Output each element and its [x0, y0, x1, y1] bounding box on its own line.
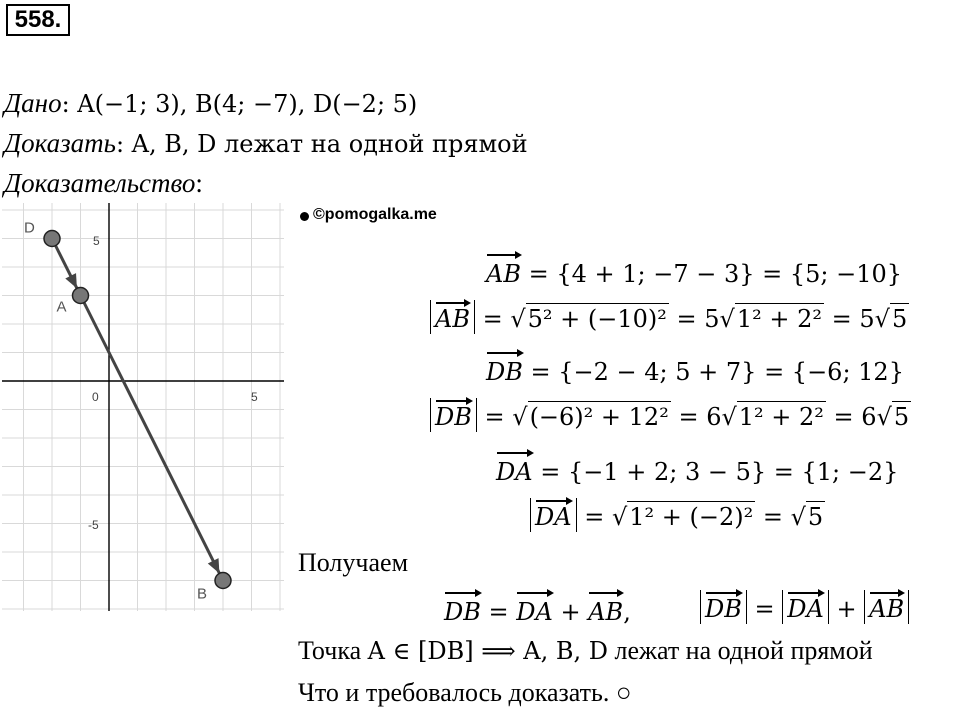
sqrt-ab-3: 5 [891, 305, 908, 333]
eq-ab-rhs: = {4 + 1; −7 − 3} = {5; −10} [520, 260, 903, 288]
given-text: : A(−1; 3), B(4; −7), D(−2; 5) [61, 90, 418, 118]
vector-db-2: DB [435, 398, 472, 432]
eq-db-rhs: = {−2 − 4; 5 + 7} = {−6; 12} [522, 358, 904, 386]
point-b [215, 573, 231, 589]
sqrt-da-3: 5 [807, 503, 824, 531]
vector-ab-2: AB [435, 300, 470, 334]
tick-label-x-zero: 0 [92, 390, 99, 404]
sqrt-db-2: 1² + 2² [738, 403, 824, 431]
vector-da: DA [496, 450, 533, 490]
len-vector-da: DA [787, 590, 824, 624]
sum-equation [444, 590, 631, 630]
prove-line [4, 126, 528, 161]
vector-ab: AB [486, 252, 521, 292]
sum-comma: , [623, 598, 631, 626]
abs-da [530, 498, 577, 532]
get-label: Получаем [298, 548, 409, 577]
length-equation [700, 590, 909, 627]
eq-db-length: DB = √(−6)² + 12² = 6√1² + 2² = 6√5 [430, 398, 911, 435]
abs-ab [430, 300, 475, 334]
vector-ab-segment [81, 296, 220, 574]
eq-da-length: DA = √1² + (−2)² = √5 [530, 498, 825, 535]
len-vector-db: DB [705, 590, 742, 624]
eq-db-mid3: = 6 [825, 403, 877, 431]
len-abs-da [782, 590, 829, 624]
coordinate-graph [2, 203, 284, 611]
given-line [4, 86, 417, 121]
eq-da-mid2: = [755, 503, 791, 531]
tick-label-x-five: 5 [251, 390, 258, 404]
point-label-b: B [197, 585, 208, 603]
eq-ab [486, 252, 902, 292]
point-label-a: A [56, 298, 67, 316]
proof-line [4, 166, 203, 200]
sum-vector-db: DB [444, 590, 481, 630]
len-vector-ab: AB [869, 590, 904, 624]
prove-text: : A, B, D лежат на одной прямой [115, 130, 528, 158]
vector-da-2: DA [535, 498, 572, 532]
point-a [73, 288, 89, 304]
sum-plus: + [552, 598, 589, 626]
len-plus: + [828, 595, 865, 623]
tick-label-y-five: 5 [93, 234, 100, 248]
problem-number: 558. [6, 4, 70, 36]
sqrt-ab-2: 1² + 2² [736, 305, 822, 333]
sum-vector-ab: AB [588, 590, 623, 630]
len-abs-db [700, 590, 747, 624]
proof-label: Доказательство [4, 168, 196, 198]
bullet-icon [300, 212, 309, 221]
eq-db-mid2: = 6 [670, 403, 722, 431]
len-eq-sign: = [746, 595, 783, 623]
eq-ab-length: AB = √5² + (−10)² = 5√1² + 2² = 5√5 [430, 300, 909, 337]
eq-ab-mid3: = 5 [824, 305, 875, 333]
given-label: Дано [4, 88, 62, 118]
vector-db: DB [486, 350, 523, 390]
sqrt-db-3: 5 [893, 403, 910, 431]
prove-label: Доказать [4, 128, 116, 158]
eq-sign-db: = [476, 403, 513, 431]
qed-line: Что и требовалось доказать. ○ [298, 678, 632, 707]
tick-label-y-minus-five: -5 [88, 518, 99, 532]
point-label-d: D [24, 219, 35, 237]
abs-db [430, 398, 477, 432]
eq-sign-da: = [576, 503, 612, 531]
eq-db [486, 350, 904, 390]
watermark [300, 206, 437, 224]
sum-eq-sign: = [480, 598, 517, 626]
sqrt-da-1: 1² + (−2)² [629, 503, 754, 531]
eq-sign: = [474, 305, 511, 333]
sum-vector-da: DA [516, 590, 553, 630]
point-d [44, 231, 60, 247]
eq-da [496, 450, 898, 490]
point-line-prefix: Точка [298, 636, 368, 665]
point-line-suffix: лежат на одной прямой [607, 636, 873, 665]
len-abs-ab [864, 590, 909, 624]
grid [2, 203, 284, 611]
sqrt-db-1: (−6)² + 12² [529, 403, 669, 431]
watermark-text: ©pomogalka.me [313, 206, 437, 223]
point-line-math: A ∈ [DB] ⟹ A, B, D [367, 637, 608, 665]
proof-colon: : [195, 168, 203, 198]
point-line [298, 634, 873, 668]
sqrt-ab-1: 5² + (−10)² [527, 305, 667, 333]
eq-ab-mid2: = 5 [668, 305, 720, 333]
eq-da-rhs: = {−1 + 2; 3 − 5} = {1; −2} [532, 458, 899, 486]
